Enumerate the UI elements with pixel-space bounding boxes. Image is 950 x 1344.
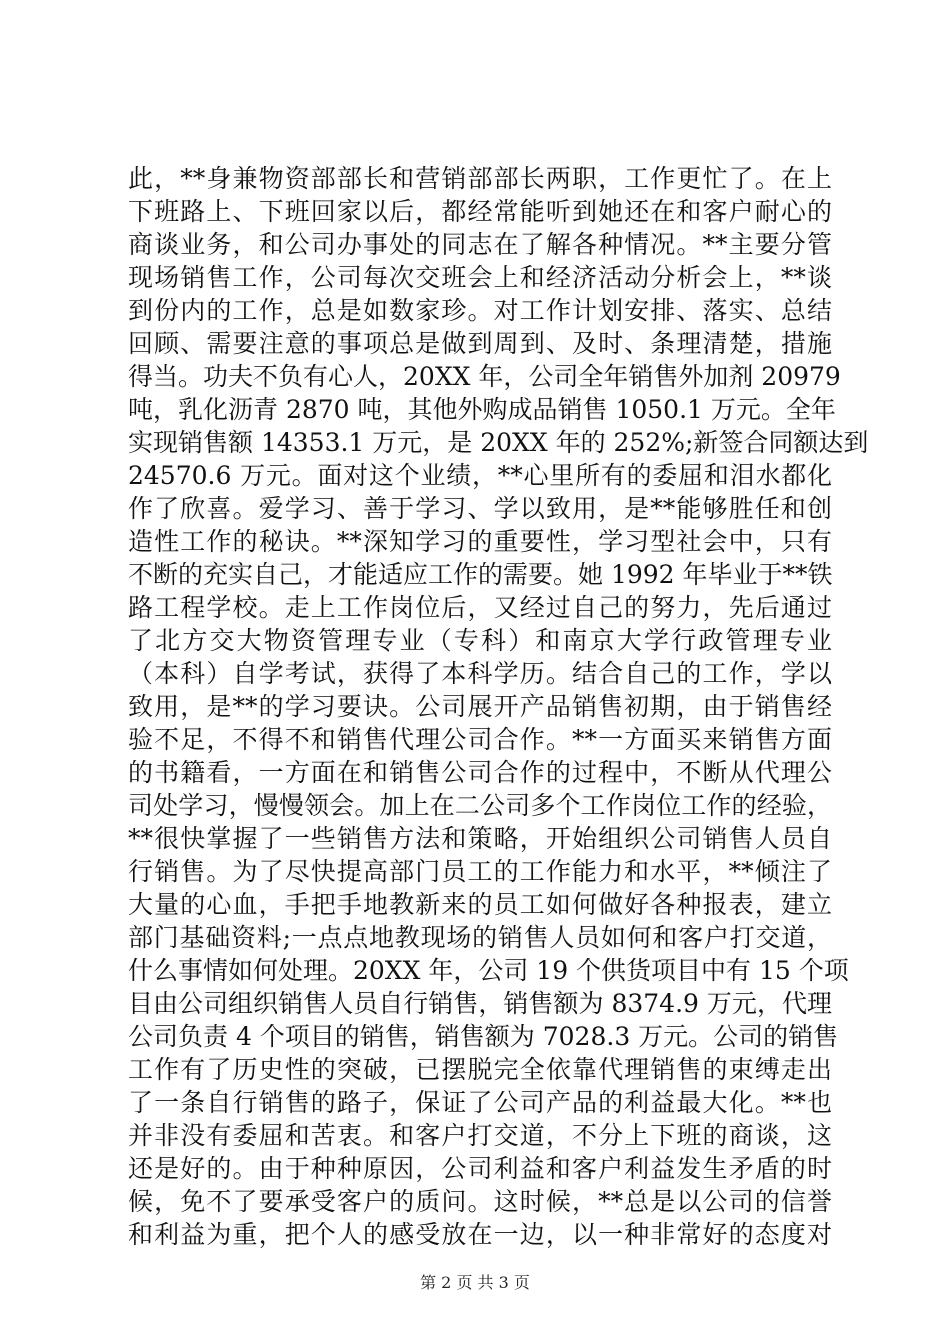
- text-line: 24570.6 万元。面对这个业绩，**心里所有的委屈和泪水都化: [128, 461, 832, 490]
- text-line: 不断的充实自己，才能适应工作的需要。她 1992 年毕业于**铁: [128, 560, 833, 589]
- text-line: 回顾、需要注意的事项总是做到周到、及时、条理清楚，措施: [128, 329, 832, 358]
- text-line: 的书籍看，一方面在和销售公司合作的过程中，不断从代理公: [128, 758, 832, 787]
- text-line: 下班路上、下班回家以后，都经常能听到她还在和客户耐心的: [128, 197, 832, 226]
- text-line: 并非没有委屈和苦衷。和客户打交道，不分上下班的商谈，这: [128, 1121, 832, 1150]
- text-line: 此，**身兼物资部部长和营销部部长两职，工作更忙了。在上: [128, 164, 832, 193]
- text-line: 吨，乳化沥青 2870 吨，其他外购成品销售 1050.1 万元。全年: [128, 395, 836, 424]
- page-footer: 第 2 页 共 3 页: [420, 1273, 530, 1292]
- text-line: （本科）自学考试，获得了本科学历。结合自己的工作，学以: [128, 659, 832, 688]
- text-line: 到份内的工作，总是如数家珍。对工作计划安排、落实、总结: [128, 296, 832, 325]
- body-paragraph: [128, 162, 869, 1251]
- text-line: 公司负责 4 个项目的销售，销售额为 7028.3 万元。公司的销售: [128, 1022, 839, 1051]
- text-line: **很快掌握了一些销售方法和策略，开始组织公司销售人员自: [128, 824, 832, 853]
- text-line: 得当。功夫不负有心人，20XX 年，公司全年销售外加剂 20979: [128, 362, 841, 391]
- text-line: 候，免不了要承受客户的质问。这时候，**总是以公司的信誉: [128, 1187, 832, 1216]
- text-line: 了一条自行销售的路子，保证了公司产品的利益最大化。**也: [128, 1088, 832, 1117]
- text-line: 部门基础资料;一点点地教现场的销售人员如何和客户打交道，: [128, 923, 832, 952]
- text-line: 造性工作的秘诀。**深知学习的重要性，学习型社会中，只有: [128, 527, 832, 556]
- text-line: 商谈业务，和公司办事处的同志在了解各种情况。**主要分管: [128, 230, 832, 259]
- text-line: 验不足，不得不和销售代理公司合作。**一方面买来销售方面: [128, 725, 832, 754]
- text-line: 和利益为重，把个人的感受放在一边，以一种非常好的态度对: [128, 1220, 832, 1249]
- text-line: 什么事情如何处理。20XX 年，公司 19 个供货项目中有 15 个项: [128, 956, 849, 985]
- text-line: 实现销售额 14353.1 万元，是 20XX 年的 252%;新签合同额达到: [128, 428, 869, 457]
- text-line: 行销售。为了尽快提高部门员工的工作能力和水平，**倾注了: [128, 857, 832, 886]
- text-line: 现场销售工作，公司每次交班会上和经济活动分析会上，**谈: [128, 263, 832, 292]
- text-line: 路工程学校。走上工作岗位后，又经过自己的努力，先后通过: [128, 593, 832, 622]
- text-line: 致用，是**的学习要诀。公司展开产品销售初期，由于销售经: [128, 692, 832, 721]
- text-line: 司处学习，慢慢领会。加上在二公司多个工作岗位工作的经验，: [128, 791, 832, 820]
- text-line: 目由公司组织销售人员自行销售，销售额为 8374.9 万元，代理: [128, 989, 832, 1018]
- text-line: 作了欣喜。爱学习、善于学习、学以致用，是**能够胜任和创: [128, 494, 832, 523]
- text-line: 工作有了历史性的突破，已摆脱完全依靠代理销售的束缚走出: [128, 1055, 832, 1084]
- text-line: 还是好的。由于种种原因，公司利益和客户利益发生矛盾的时: [128, 1154, 832, 1183]
- text-line: 了北方交大物资管理专业（专科）和南京大学行政管理专业: [128, 626, 832, 655]
- text-line: 大量的心血，手把手地教新来的员工如何做好各种报表，建立: [128, 890, 832, 919]
